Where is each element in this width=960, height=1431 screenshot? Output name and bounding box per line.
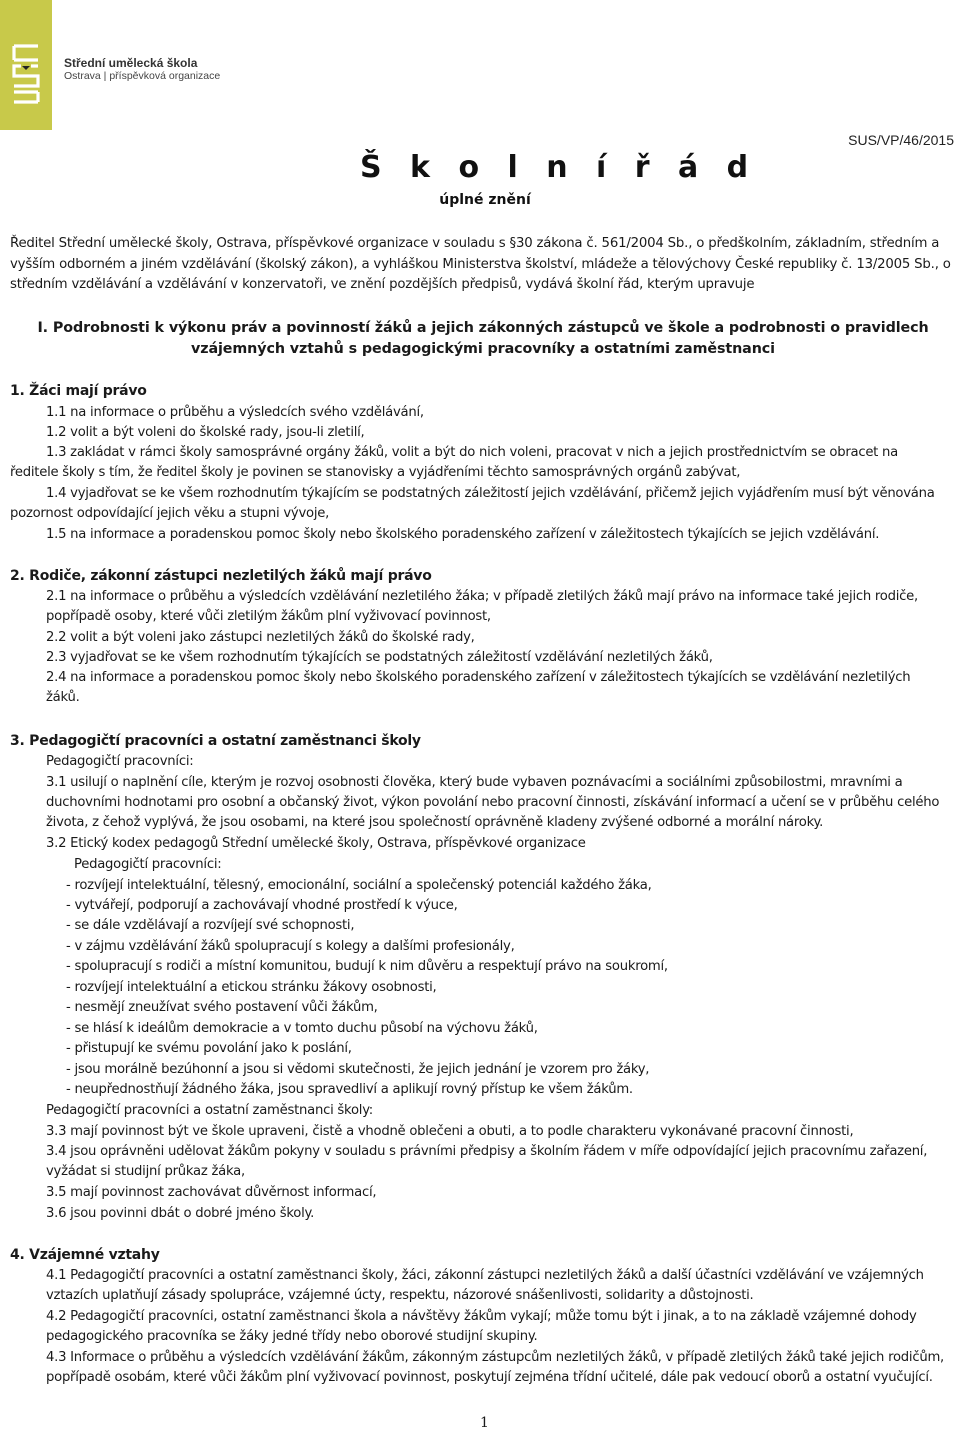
list-item: 1.2 volit a být voleni do školské rady, jsou-li zletilí, bbox=[46, 425, 365, 440]
list-item: 3.2 Etický kodex pedagogů Střední umělecké školy, Ostrava, příspěvkové organizace bbox=[46, 836, 586, 851]
bullet-item: - v zájmu vzdělávání žáků spolupracují s kolegy a dalšími profesionály, bbox=[66, 939, 515, 954]
bullet-item: - jsou morálně bezúhonní a jsou si vědomi skutečnosti, že jejich jednání je vzorem pro žáky, bbox=[66, 1062, 650, 1077]
document-reference: SUS/VP/46/2015 bbox=[848, 132, 954, 148]
list-item: 2.1 na informace o průběhu a výsledcích vzdělávání nezletilého žáka; v případě zletilých žáků mají právo na informace také jejich rodiče, popřípadě osoby, které vůči zletilým žákům plní vyživovací povinnost, bbox=[46, 589, 918, 624]
sub-label: Pedagogičtí pracovníci: bbox=[46, 754, 194, 769]
section-heading: 4. Vzájemné vztahy bbox=[10, 1247, 160, 1263]
bullet-item: - rozvíjejí intelektuální, tělesný, emocionální, sociální a společenský potenciál každého žáka, bbox=[66, 878, 652, 893]
bullet-item: - spolupracují s rodiči a místní komunitou, budují k nim důvěru a respektují právo na soukromí, bbox=[66, 959, 668, 974]
document-title: Š k o l n í ř á d bbox=[360, 150, 758, 185]
school-subtitle: Ostrava | příspěvková organizace bbox=[64, 70, 221, 82]
list-item: 3.4 jsou oprávněni udělovat žákům pokyny v souladu s právními předpisy a školním řádem v míře odpovídající jejich pracovnímu zařazení, vyžádat si studijní průkaz žáka, bbox=[46, 1144, 928, 1179]
list-item: 3.3 mají povinnost být ve škole upraveni, čistě a vhodně oblečeni a obuti, a to podle charakteru vykonávané pracovní činnosti, bbox=[46, 1124, 854, 1139]
list-item: 2.2 volit a být voleni jako zástupci nezletilých žáků do školské rady, bbox=[46, 630, 475, 645]
list-item: 4.3 Informace o průběhu a výsledcích vzdělávání žákům, zákonným zástupcům nezletilých žáků, v případě zletilých žáků také jejich rodičům, popřípadě osobám, které vůči žákům plní vyživovací povinnost, poskytují zejména třídní učitelé, dále pak vedoucí oborů a ostatní vyučující. bbox=[46, 1350, 944, 1385]
section-heading: 2. Rodiče, zákonní zástupci nezletilých žáků mají právo bbox=[10, 568, 432, 584]
intro-paragraph: Ředitel Střední umělecké školy, Ostrava, příspěvkové organizace v souladu s §30 zákona č. 561/2004 Sb., o předškolním, základním, středním a vyšším odborném a jiném vzdělávání (školský zákon), a vyhláškou Ministerstva školství, mládeže a tělovýchovy České republiky č. 13/2005 Sb., o středním vzdělávání a vzdělávání v konzervatoři, ve znění pozdějších předpisů, vydává školní řád, kterým upravuje bbox=[10, 236, 951, 292]
list-item: 2.4 na informace a poradenskou pomoc školy nebo školského poradenského zařízení v záležitostech týkajících se vzdělávání nezletilých žáků. bbox=[46, 670, 911, 705]
bullet-item: - nesmějí zneužívat svého postavení vůči žákům, bbox=[66, 1000, 378, 1015]
list-item: 1.5 na informace a poradenskou pomoc školy nebo školského poradenského zařízení v záležitostech týkajících se jejich vzdělávání. bbox=[46, 527, 880, 542]
list-item: 1.3 zakládat v rámci školy samosprávné orgány žáků, volit a být do nich voleni, pracovat v nich a jejich prostřednictvím se obracet na ředitele školy s tím, že ředitel školy je povinen se stanovisky a vyjádřeními těchto samosprávných orgánů zabývat, bbox=[10, 445, 898, 480]
list-item: 1.4 vyjadřovat se ke všem rozhodnutím týkajícím se podstatných záležitostí jejich vzdělávání, přičemž jejich vyjádřením musí být věnována pozornost odpovídající jejich věku a stupni vývoje, bbox=[10, 486, 935, 521]
bullet-item: - vytvářejí, podporují a zachovávají vhodné prostředí k výuce, bbox=[66, 898, 458, 913]
list-item: 3.6 jsou povinni dbát o dobré jméno školy. bbox=[46, 1206, 315, 1221]
bullet-item: - se hlásí k ideálům demokracie a v tomto duchu působí na výchovu žáků, bbox=[66, 1021, 538, 1036]
section-heading: 1. Žáci mají právo bbox=[10, 383, 147, 399]
list-item: 1.1 na informace o průběhu a výsledcích svého vzdělávání, bbox=[46, 405, 424, 420]
sub-label: Pedagogičtí pracovníci: bbox=[74, 857, 222, 872]
list-item: 2.3 vyjadřovat se ke všem rozhodnutím týkajících se podstatných záležitostí vzdělávání nezletilých žáků, bbox=[46, 650, 713, 665]
school-logo bbox=[0, 0, 52, 130]
part-heading: I. Podrobnosti k výkonu práv a povinností žáků a jejich zákonných zástupců ve škole a podrobnosti o pravidlech vzájemných vztahů s pedagogickými pracovníky a ostatními zaměstnanci bbox=[37, 320, 929, 357]
bullet-item: - neupřednostňují žádného žáka, jsou spravedliví a aplikují rovný přístup ke všem žákům. bbox=[66, 1082, 633, 1097]
page-number: 1 bbox=[480, 1415, 489, 1431]
list-item: 3.5 mají povinnost zachovávat důvěrnost informací, bbox=[46, 1185, 377, 1200]
sub-label: Pedagogičtí pracovníci a ostatní zaměstnanci školy: bbox=[46, 1103, 373, 1118]
bullet-item: - se dále vzdělávají a rozvíjejí své schopnosti, bbox=[66, 918, 355, 933]
section-heading: 3. Pedagogičtí pracovníci a ostatní zaměstnanci školy bbox=[10, 733, 421, 749]
list-item: 4.2 Pedagogičtí pracovníci, ostatní zaměstnanci škola a návštěvy žákům vykají; může tomu být i jinak, a to na základě vzájemné dohody pedagogického pracovníka se žáky jedné třídy nebo oborové studijní skupiny. bbox=[46, 1309, 917, 1344]
list-item: 4.1 Pedagogičtí pracovníci a ostatní zaměstnanci školy, žáci, zákonní zástupci nezletilých žáků a další účastníci vzdělávání ve vzájemných vztazích uplatňují zásady spolupráce, vzájemné úcty, respektu, názorové snášenlivosti, solidarity a důstojnosti. bbox=[46, 1268, 924, 1303]
bullet-item: - rozvíjejí intelektuální a etickou stránku žákovy osobnosti, bbox=[66, 980, 437, 995]
document-subtitle: úplné znění bbox=[439, 192, 531, 208]
school-name: Střední umělecká škola bbox=[64, 56, 198, 70]
logo-mark-icon bbox=[0, 0, 52, 130]
bullet-item: - přistupují ke svému povolání jako k poslání, bbox=[66, 1041, 352, 1056]
list-item: 3.1 usilují o naplnění cíle, kterým je rozvoj osobnosti člověka, který bude vybaven poznávacími a sociálními způsobilostmi, mravními a duchovními hodnotami pro osobní a občanský život, výkon povolání nebo pracovní činnosti, získávání informací a učení se v průběhu celého života, z čehož vyplývá, že jsou osobami, na které jsou společností oprávněně kladeny zvýšené odborné a morální nároky. bbox=[46, 775, 940, 830]
